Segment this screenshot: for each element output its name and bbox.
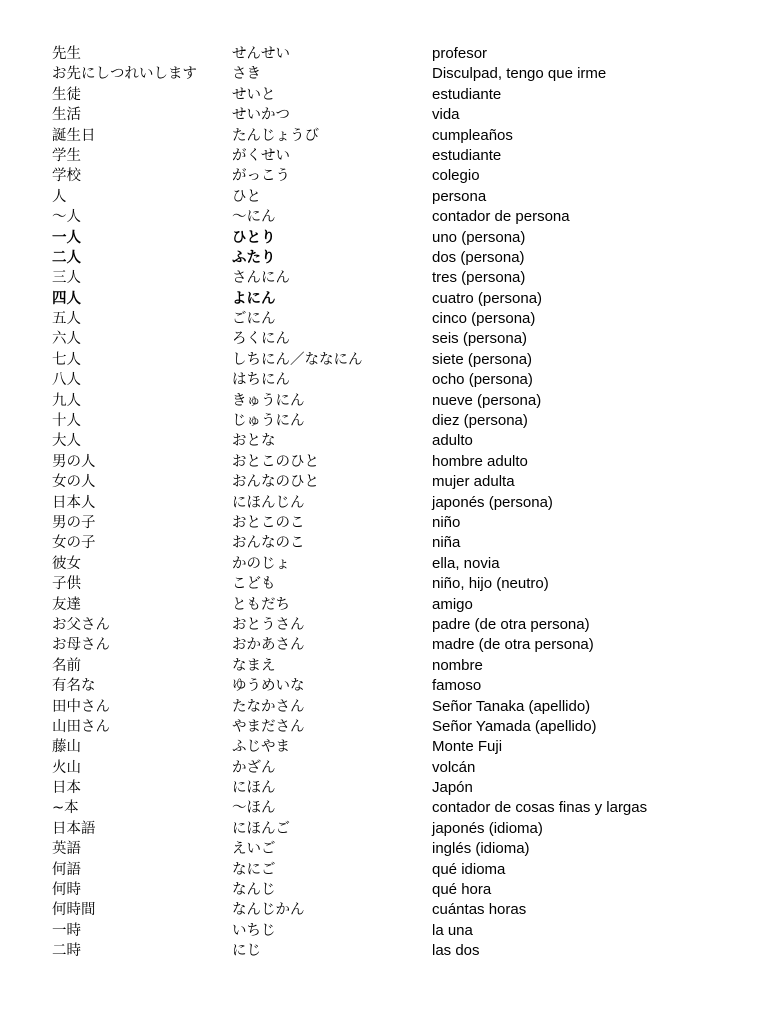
kanji-term: 日本人 bbox=[52, 494, 96, 511]
spanish-translation: seis (persona) bbox=[432, 330, 528, 348]
spanish-translation: madre (de otra persona) bbox=[432, 636, 594, 654]
vocab-row bbox=[0, 778, 768, 798]
spanish-translation: niña bbox=[432, 534, 461, 552]
kanji-term: 人 bbox=[52, 188, 67, 205]
kanji-term: 男の人 bbox=[52, 453, 96, 470]
kana-reading: こども bbox=[232, 576, 276, 593]
vocab-row bbox=[0, 187, 768, 207]
kana-reading: おとこのひと bbox=[232, 453, 319, 470]
kana-reading: ひと bbox=[232, 188, 261, 205]
vocab-row bbox=[0, 615, 768, 635]
spanish-translation: diez (persona) bbox=[432, 412, 528, 430]
spanish-translation: uno (persona) bbox=[432, 228, 526, 246]
vocab-row bbox=[0, 248, 768, 268]
kanji-term: お母さん bbox=[52, 637, 110, 654]
spanish-translation: contador de persona bbox=[432, 208, 570, 226]
spanish-translation: ella, novia bbox=[432, 554, 500, 572]
kanji-term: 男の子 bbox=[52, 514, 96, 531]
spanish-translation: estudiante bbox=[432, 85, 502, 103]
spanish-translation: dos (persona) bbox=[432, 248, 525, 266]
kana-reading: おとな bbox=[232, 433, 276, 450]
kana-reading: せいかつ bbox=[232, 107, 290, 124]
kana-reading: おんなのひと bbox=[232, 474, 319, 491]
vocab-row bbox=[0, 860, 768, 880]
vocab-row bbox=[0, 350, 768, 370]
spanish-translation: las dos bbox=[432, 942, 480, 960]
spanish-translation: siete (persona) bbox=[432, 350, 533, 368]
kana-reading: おとこのこ bbox=[232, 514, 305, 531]
kanji-term: 五人 bbox=[52, 311, 81, 328]
kana-reading: かざん bbox=[232, 759, 276, 776]
vocab-row bbox=[0, 411, 768, 431]
kana-reading: おとうさん bbox=[232, 616, 305, 633]
kanji-term: 英語 bbox=[52, 841, 81, 858]
spanish-translation: nueve (persona) bbox=[432, 391, 542, 409]
vocab-row bbox=[0, 595, 768, 615]
spanish-translation: niño bbox=[432, 513, 461, 531]
vocab-row bbox=[0, 493, 768, 513]
spanish-translation: nombre bbox=[432, 656, 483, 674]
vocab-row bbox=[0, 554, 768, 574]
vocab-row bbox=[0, 105, 768, 125]
kanji-term: 何時間 bbox=[52, 902, 96, 919]
kanji-term: 学生 bbox=[52, 147, 81, 164]
kana-reading: にほん bbox=[232, 780, 276, 797]
kanji-term: 先生 bbox=[52, 46, 81, 62]
vocab-row bbox=[0, 758, 768, 778]
vocab-row bbox=[0, 391, 768, 411]
spanish-translation: niño, hijo (neutro) bbox=[432, 575, 549, 593]
kanji-term: ~本 bbox=[52, 800, 79, 817]
vocab-row bbox=[0, 697, 768, 717]
kanji-term: 女の人 bbox=[52, 474, 96, 491]
kanji-term: 七人 bbox=[52, 351, 81, 368]
kanji-term: 生活 bbox=[52, 107, 81, 124]
kanji-term: 藤山 bbox=[52, 739, 81, 756]
vocab-row bbox=[0, 900, 768, 920]
kana-reading: がくせい bbox=[232, 147, 290, 164]
spanish-translation: mujer adulta bbox=[432, 473, 515, 491]
vocab-row bbox=[0, 472, 768, 492]
kanji-term: 生徒 bbox=[52, 86, 81, 103]
spanish-translation: amigo bbox=[432, 595, 473, 613]
vocab-row bbox=[0, 166, 768, 186]
kanji-term: 四人 bbox=[52, 290, 81, 307]
kana-reading: はちにん bbox=[232, 372, 290, 389]
kanji-term: お父さん bbox=[52, 616, 110, 633]
vocab-row bbox=[0, 819, 768, 839]
spanish-translation: japonés (idioma) bbox=[432, 819, 543, 837]
kanji-term: 日本語 bbox=[52, 820, 96, 837]
vocab-row bbox=[0, 329, 768, 349]
kana-reading: じゅうにん bbox=[232, 413, 305, 430]
vocab-row bbox=[0, 798, 768, 818]
kanji-term: 三人 bbox=[52, 270, 81, 287]
kana-reading: たんじょうび bbox=[232, 127, 319, 144]
kanji-term: 日本 bbox=[52, 780, 81, 797]
vocab-row bbox=[0, 289, 768, 309]
kanji-term: 彼女 bbox=[52, 555, 81, 572]
vocab-row bbox=[0, 717, 768, 737]
vocab-row bbox=[0, 635, 768, 655]
spanish-translation: Señor Yamada (apellido) bbox=[432, 717, 597, 735]
vocab-row bbox=[0, 880, 768, 900]
kanji-term: 九人 bbox=[52, 392, 81, 409]
kana-reading: なんじかん bbox=[232, 902, 305, 919]
kanji-term: ～人 bbox=[52, 209, 81, 226]
kana-reading: かのじょ bbox=[232, 555, 290, 572]
vocab-row bbox=[0, 737, 768, 757]
spanish-translation: ocho (persona) bbox=[432, 371, 533, 389]
spanish-translation: Disculpad, tengo que irme bbox=[432, 65, 607, 83]
kana-reading: にほんご bbox=[232, 820, 290, 837]
kanji-term: 山田さん bbox=[52, 718, 110, 735]
kanji-term: 学校 bbox=[52, 168, 81, 185]
kanji-term: 何語 bbox=[52, 861, 81, 878]
vocab-row bbox=[0, 44, 768, 64]
spanish-translation: cuántas horas bbox=[432, 901, 527, 919]
spanish-translation: estudiante bbox=[432, 146, 502, 164]
kana-reading: さき bbox=[232, 66, 261, 83]
kana-reading: にほんじん bbox=[232, 494, 305, 511]
kanji-term: 大人 bbox=[52, 433, 81, 450]
vocab-row bbox=[0, 146, 768, 166]
kana-reading: なまえ bbox=[232, 657, 276, 674]
vocab-row bbox=[0, 941, 768, 961]
kana-reading: おんなのこ bbox=[232, 535, 305, 552]
spanish-translation: japonés (persona) bbox=[432, 493, 553, 511]
kana-reading: せんせい bbox=[232, 46, 290, 62]
kana-reading: やまださん bbox=[232, 718, 305, 735]
kana-reading: ろくにん bbox=[232, 331, 290, 348]
vocab-row bbox=[0, 309, 768, 329]
spanish-translation: persona bbox=[432, 187, 487, 205]
kanji-term: 女の子 bbox=[52, 535, 96, 552]
spanish-translation: volcán bbox=[432, 758, 476, 776]
vocab-row bbox=[0, 839, 768, 859]
vocab-row bbox=[0, 574, 768, 594]
vocab-row bbox=[0, 268, 768, 288]
spanish-translation: vida bbox=[432, 106, 460, 124]
kana-reading: きゅうにん bbox=[232, 392, 305, 409]
kanji-term: 二人 bbox=[52, 249, 81, 266]
kana-reading: にじ bbox=[232, 943, 261, 960]
kana-reading: たなかさん bbox=[232, 698, 305, 715]
vocab-row bbox=[0, 85, 768, 105]
kana-reading: ともだち bbox=[232, 596, 290, 613]
kana-reading: ～にん bbox=[232, 209, 276, 226]
kanji-term: 一人 bbox=[52, 229, 81, 246]
kana-reading: ～ほん bbox=[232, 800, 276, 817]
kana-reading: なにご bbox=[232, 861, 276, 878]
kana-reading: ひとり bbox=[232, 229, 276, 246]
vocab-row bbox=[0, 431, 768, 451]
vocab-row bbox=[0, 676, 768, 696]
kanji-term: 一時 bbox=[52, 922, 81, 939]
spanish-translation: Monte Fuji bbox=[432, 738, 503, 756]
spanish-translation: colegio bbox=[432, 167, 480, 185]
spanish-translation: adulto bbox=[432, 432, 473, 450]
kana-reading: せいと bbox=[232, 86, 276, 103]
spanish-translation: hombre adulto bbox=[432, 452, 528, 470]
kanji-term: 八人 bbox=[52, 372, 81, 389]
kana-reading: がっこう bbox=[232, 168, 290, 185]
vocab-row bbox=[0, 452, 768, 472]
kanji-term: 誕生日 bbox=[52, 127, 96, 144]
spanish-translation: Señor Tanaka (apellido) bbox=[432, 697, 591, 715]
kanji-term: 友達 bbox=[52, 596, 81, 613]
spanish-translation: Japón bbox=[432, 779, 473, 797]
kanji-term: 有名な bbox=[52, 678, 96, 695]
kana-reading: しちにん／ななにん bbox=[232, 351, 363, 368]
kana-reading: いちじ bbox=[232, 922, 276, 939]
spanish-translation: famoso bbox=[432, 677, 482, 695]
kanji-term: 十人 bbox=[52, 413, 81, 430]
kana-reading: よにん bbox=[232, 290, 276, 307]
vocab-row bbox=[0, 126, 768, 146]
kanji-term: 火山 bbox=[52, 759, 81, 776]
spanish-translation: inglés (idioma) bbox=[432, 840, 530, 858]
spanish-translation: padre (de otra persona) bbox=[432, 615, 590, 633]
kana-reading: えいご bbox=[232, 841, 276, 858]
kanji-term: 二時 bbox=[52, 943, 81, 960]
kanji-term: 名前 bbox=[52, 657, 81, 674]
kana-reading: なんじ bbox=[232, 882, 276, 899]
kana-reading: ふじやま bbox=[232, 739, 290, 756]
vocab-row bbox=[0, 921, 768, 941]
vocab-row bbox=[0, 370, 768, 390]
kanji-term: 子供 bbox=[52, 576, 81, 593]
vocabulary-list bbox=[0, 44, 768, 962]
spanish-translation: cuatro (persona) bbox=[432, 289, 543, 307]
spanish-translation: contador de cosas finas y largas bbox=[432, 799, 648, 817]
vocab-row bbox=[0, 656, 768, 676]
spanish-translation: profesor bbox=[432, 45, 488, 62]
kana-reading: おかあさん bbox=[232, 637, 305, 654]
vocab-row bbox=[0, 228, 768, 248]
vocab-row bbox=[0, 64, 768, 84]
kana-reading: ふたり bbox=[232, 249, 276, 266]
kanji-term: 田中さん bbox=[52, 698, 110, 715]
spanish-translation: qué idioma bbox=[432, 860, 506, 878]
spanish-translation: cinco (persona) bbox=[432, 310, 536, 328]
spanish-translation: la una bbox=[432, 921, 473, 939]
vocab-row bbox=[0, 513, 768, 533]
kanji-term: 六人 bbox=[52, 331, 81, 348]
kanji-term: 何時 bbox=[52, 882, 81, 899]
kana-reading: さんにん bbox=[232, 270, 290, 287]
kanji-term: お先にしつれいします bbox=[52, 66, 197, 83]
vocab-row bbox=[0, 207, 768, 227]
spanish-translation: cumpleaños bbox=[432, 126, 513, 144]
spanish-translation: qué hora bbox=[432, 881, 492, 899]
vocab-row bbox=[0, 533, 768, 553]
kana-reading: ごにん bbox=[232, 311, 276, 328]
kana-reading: ゆうめいな bbox=[232, 678, 305, 695]
spanish-translation: tres (persona) bbox=[432, 269, 526, 287]
